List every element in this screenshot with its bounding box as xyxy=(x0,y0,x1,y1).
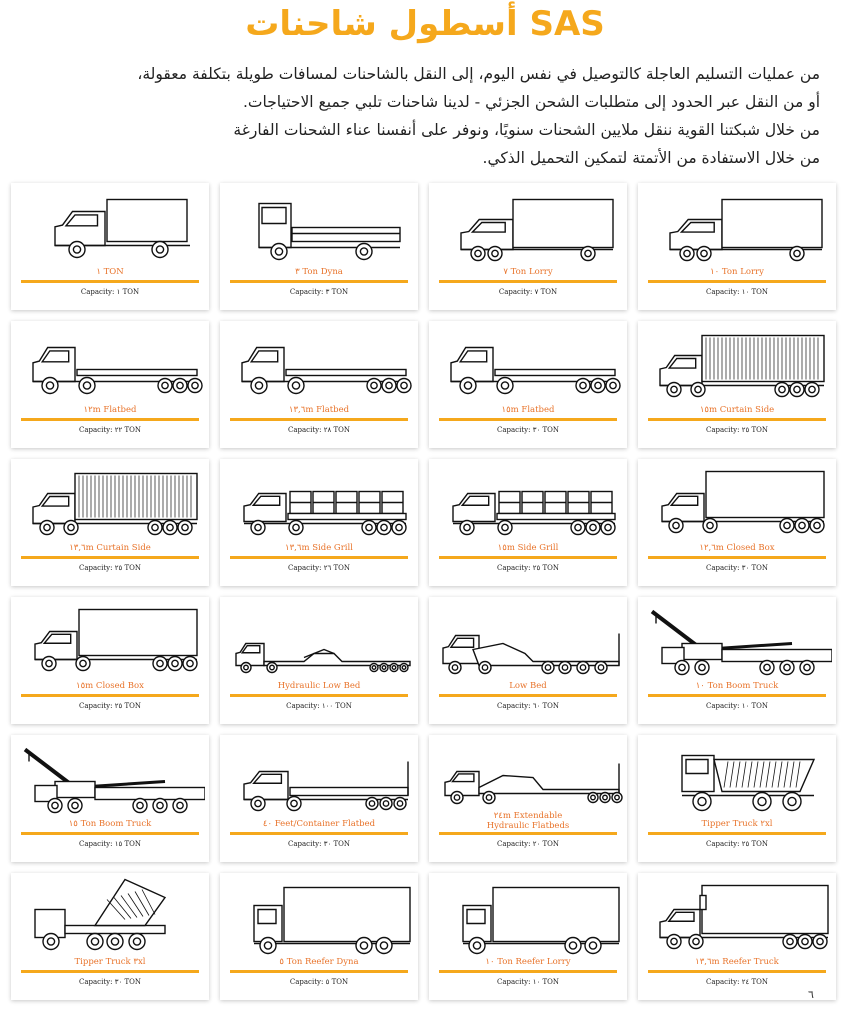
page-title: أسطول شاحنات SAS xyxy=(245,4,605,44)
truck-card xyxy=(220,321,418,448)
truck-capacity: Capacity: ٢٢ TON xyxy=(79,426,141,434)
flatbed-truck-icon xyxy=(15,325,205,405)
accent-divider xyxy=(648,280,826,283)
truck-name: Tipper Truck ٣xl xyxy=(74,957,146,967)
truck-capacity: Capacity: ١٥ TON xyxy=(79,840,141,848)
accent-divider xyxy=(439,832,617,835)
accent-divider xyxy=(439,280,617,283)
curtain-side-truck-icon xyxy=(15,463,205,543)
truck-capacity: Capacity: ٢٥ TON xyxy=(79,702,141,710)
truck-name: Hydraulic Low Bed xyxy=(277,681,361,691)
truck-card xyxy=(11,597,209,724)
container-flatbed-icon xyxy=(224,739,414,819)
truck-card xyxy=(429,597,627,724)
truck-capacity: Capacity: ٣ TON xyxy=(289,288,349,296)
truck-capacity: Capacity: ٢٥ TON xyxy=(706,840,768,848)
truck-name: ١٣,٦m Flatbed xyxy=(288,405,350,415)
truck-capacity: Capacity: ٢٦ TON xyxy=(288,564,350,572)
truck-card xyxy=(220,459,418,586)
lorry-truck-icon xyxy=(642,187,832,267)
accent-divider xyxy=(230,556,408,559)
side-grill-truck-icon xyxy=(224,463,414,543)
truck-card xyxy=(11,873,209,1000)
accent-divider xyxy=(21,832,199,835)
truck-capacity: Capacity: ٢٥ TON xyxy=(79,564,141,572)
truck-card xyxy=(429,183,627,310)
truck-card xyxy=(220,597,418,724)
truck-card xyxy=(11,735,209,862)
truck-capacity: Capacity: ٣٠ TON xyxy=(288,840,350,848)
truck-name: Low Bed xyxy=(509,681,547,691)
accent-divider xyxy=(648,694,826,697)
accent-divider xyxy=(230,418,408,421)
truck-name: ١٢,٦m Closed Box xyxy=(699,543,775,553)
truck-name: ١٥m Closed Box xyxy=(76,681,144,691)
accent-divider xyxy=(439,970,617,973)
truck-name: ١٥m Curtain Side xyxy=(699,405,775,415)
truck-name: ١٠ Ton Lorry xyxy=(710,267,764,277)
accent-divider xyxy=(648,832,826,835)
tipper-raised-truck-icon xyxy=(15,877,205,957)
accent-divider xyxy=(230,280,408,283)
truck-card xyxy=(638,321,836,448)
truck-capacity: Capacity: ١٠ TON xyxy=(706,702,768,710)
truck-name: ١٣,٦m Curtain Side xyxy=(69,543,151,553)
truck-name: ١٠ Ton Boom Truck xyxy=(695,681,779,691)
truck-card xyxy=(638,459,836,586)
accent-divider xyxy=(21,556,199,559)
reefer-truck-icon xyxy=(224,877,414,957)
truck-name: ١٢m Flatbed xyxy=(83,405,137,415)
intro-paragraph xyxy=(30,60,820,172)
truck-capacity: Capacity: ٣٠ TON xyxy=(706,564,768,572)
tipper-truck-icon xyxy=(642,739,832,819)
truck-name: Tipper Truck ٢xl xyxy=(701,819,773,829)
accent-divider xyxy=(230,970,408,973)
truck-capacity: Capacity: ٦٠ TON xyxy=(497,702,559,710)
boom-truck-icon xyxy=(15,739,205,819)
accent-divider xyxy=(21,694,199,697)
extendable-flatbed-icon xyxy=(433,739,623,819)
page-number: ٦ xyxy=(808,988,814,1001)
lorry-truck-icon xyxy=(433,187,623,267)
truck-card xyxy=(220,873,418,1000)
truck-name: ٧ Ton Lorry xyxy=(503,267,553,277)
hydraulic-low-bed-icon xyxy=(224,601,414,681)
truck-card xyxy=(429,873,627,1000)
truck-name: ١ TON xyxy=(96,267,124,277)
low-bed-icon xyxy=(433,601,623,681)
accent-divider xyxy=(648,970,826,973)
closed-box-truck-icon xyxy=(15,601,205,681)
truck-name: ١٥m Flatbed xyxy=(501,405,555,415)
reefer-truck-icon xyxy=(433,877,623,957)
truck-capacity: Capacity: ٢٤ TON xyxy=(706,978,768,986)
truck-fleet-grid xyxy=(11,183,835,1000)
side-grill-truck-icon xyxy=(433,463,623,543)
truck-name: ٥ Ton Reefer Dyna xyxy=(279,957,359,967)
boom-truck-icon xyxy=(642,601,832,681)
closed-box-truck-icon xyxy=(642,463,832,543)
truck-card xyxy=(429,321,627,448)
reefer-trailer-truck-icon xyxy=(642,877,832,957)
truck-name: ٢٤m Extendable Hydraulic Flatbeds xyxy=(486,811,570,831)
truck-card xyxy=(638,873,836,1000)
truck-card xyxy=(220,183,418,310)
truck-name: ٤٠ Feet/Container Flatbed xyxy=(262,819,376,829)
intro-line: من خلال شبكتنا القوية ننقل ملايين الشحنات سنويًا، ونوفر على أنفسنا عناء الشحنات الفارغة xyxy=(233,121,820,139)
accent-divider xyxy=(648,556,826,559)
truck-card xyxy=(429,459,627,586)
accent-divider xyxy=(230,694,408,697)
truck-card xyxy=(11,459,209,586)
truck-name: ١٣,٦m Side Grill xyxy=(285,543,353,553)
intro-line: من عمليات التسليم العاجلة كالتوصيل في نفس اليوم، إلى النقل بالشاحنات لمسافات طويلة بتكلفة معقولة، xyxy=(137,65,820,83)
accent-divider xyxy=(439,418,617,421)
truck-capacity: Capacity: ٢٥ TON xyxy=(497,564,559,572)
truck-capacity: Capacity: ٢٥ TON xyxy=(706,426,768,434)
intro-line: أو من النقل عبر الحدود إلى متطلبات الشحن الجزئي - لدينا شاحنات تلبي جميع الاحتياجات. xyxy=(242,93,820,111)
truck-card xyxy=(220,735,418,862)
truck-card xyxy=(638,735,836,862)
truck-name: ١٣,٦m Reefer Truck xyxy=(695,957,779,967)
truck-capacity: Capacity: ٣٠ TON xyxy=(497,426,559,434)
truck-capacity: Capacity: ٢٠ TON xyxy=(497,840,559,848)
truck-capacity: Capacity: ١٠ TON xyxy=(706,288,768,296)
truck-capacity: Capacity: ١٠ TON xyxy=(497,978,559,986)
accent-divider xyxy=(21,280,199,283)
truck-card xyxy=(638,183,836,310)
truck-name: ١٥ Ton Boom Truck xyxy=(68,819,152,829)
flatbed-truck-icon xyxy=(224,325,414,405)
dyna-truck-icon xyxy=(224,187,414,267)
truck-capacity: Capacity: ١ TON xyxy=(80,288,140,296)
truck-capacity: Capacity: ٥ TON xyxy=(289,978,349,986)
truck-capacity: Capacity: ١٠٠ TON xyxy=(286,702,352,710)
intro-line: من خلال الاستفادة من الأتمتة لتمكين التحميل الذكي. xyxy=(482,149,820,167)
accent-divider xyxy=(439,556,617,559)
accent-divider xyxy=(21,970,199,973)
flatbed-truck-icon xyxy=(433,325,623,405)
truck-capacity: Capacity: ٣٠ TON xyxy=(79,978,141,986)
truck-card xyxy=(429,735,627,862)
truck-name: ٣ Ton Dyna xyxy=(295,267,343,277)
accent-divider xyxy=(21,418,199,421)
truck-capacity: Capacity: ٧ TON xyxy=(498,288,558,296)
truck-card xyxy=(11,321,209,448)
accent-divider xyxy=(439,694,617,697)
accent-divider xyxy=(648,418,826,421)
truck-name: ١٥m Side Grill xyxy=(497,543,559,553)
truck-card xyxy=(11,183,209,310)
truck-capacity: Capacity: ٢٨ TON xyxy=(288,426,350,434)
curtain-side-truck-icon xyxy=(642,325,832,405)
small-box-truck-icon xyxy=(15,187,205,267)
truck-name: ١٠ Ton Reefer Lorry xyxy=(485,957,571,967)
accent-divider xyxy=(230,832,408,835)
truck-card xyxy=(638,597,836,724)
